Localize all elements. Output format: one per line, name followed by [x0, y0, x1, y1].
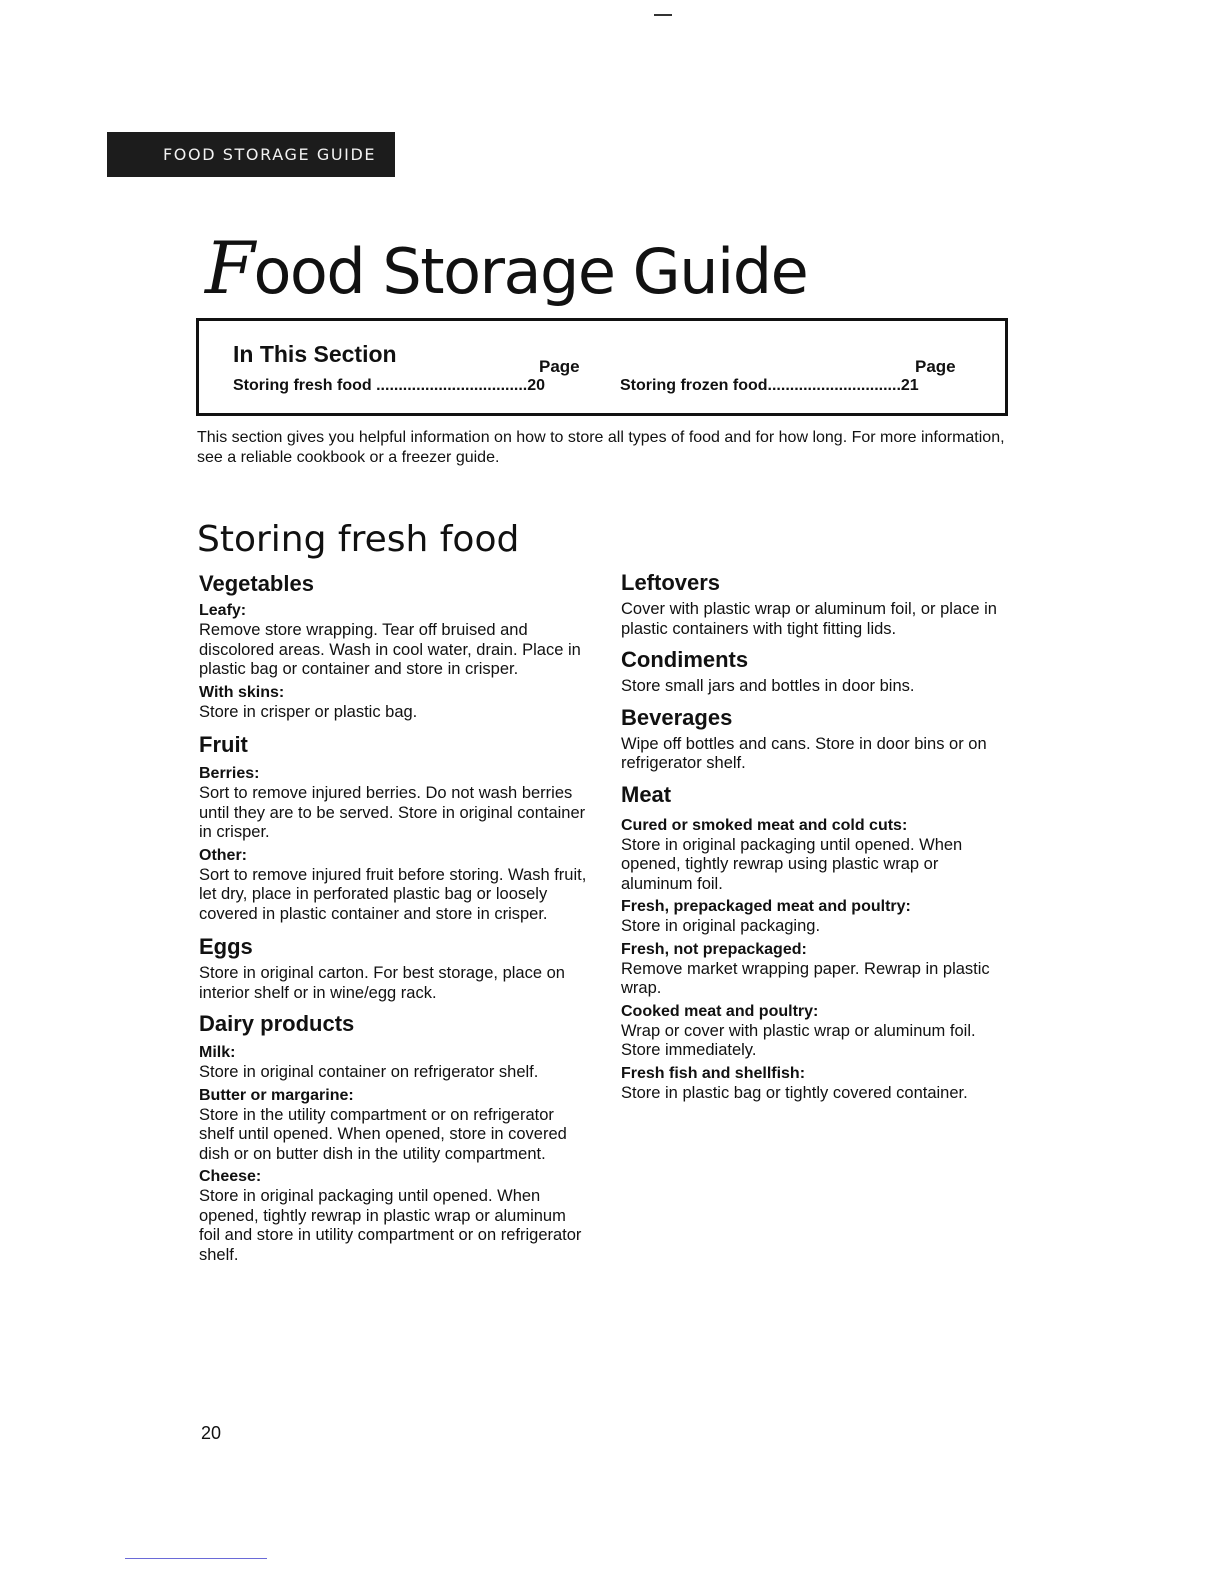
subheading: Milk:: [199, 1044, 236, 1061]
scan-mark: [654, 14, 672, 16]
intro-paragraph: This section gives you helpful information on how to store all types of food and for how long. For more information, see a reliable cookbook or a freezer guide.: [197, 429, 1005, 466]
page-column-label: Page: [915, 357, 956, 376]
instruction-text: Store small jars and bottles in door bins.: [621, 677, 915, 695]
instruction-text: Store in plastic bag or tightly covered container.: [621, 1083, 968, 1102]
instruction-text: Store in the utility compartment or on refrigerator shelf until opened. When opened, store in covered dish or on butter dish in the utility compartment.: [199, 1105, 567, 1163]
subheading: Fresh, not prepackaged:: [621, 940, 807, 958]
toc-leader-dots: ..................................: [376, 377, 528, 394]
instruction-text: Remove market wrapping paper. Rewrap in plastic wrap.: [621, 959, 990, 997]
category-heading: Condiments: [621, 647, 749, 672]
subheading: Cured or smoked meat and cold cuts:: [621, 816, 908, 834]
instruction-text: Store in crisper or plastic bag.: [199, 702, 418, 721]
instruction-text: Store in original carton. For best storage, place on interior shelf or in wine/egg rack.: [199, 964, 565, 1002]
contents-heading: In This Section: [233, 341, 397, 367]
instruction-text: Sort to remove injured berries. Do not wash berries until they are to be served. Store in original container in crisper.: [199, 784, 586, 841]
subheading: Fresh, prepackaged meat and poultry:: [621, 898, 911, 915]
instruction-text: Store in original packaging until opened. When opened, tightly rewrap using plastic wrap or aluminum foil.: [621, 835, 963, 893]
toc-entry-page: 21: [900, 377, 919, 394]
subheading: Berries:: [199, 765, 260, 782]
page-number: 20: [201, 1423, 222, 1443]
instruction-text: Store in original container on refrigerator shelf.: [199, 1063, 539, 1081]
toc-entry-frozen-food[interactable]: [620, 377, 919, 395]
category-heading: Vegetables: [199, 571, 314, 596]
category-heading: Beverages: [621, 704, 733, 730]
footer-rule: [125, 1558, 267, 1559]
page-title: [205, 226, 807, 310]
toc-entry-page: 20: [527, 377, 546, 394]
instruction-text: Cover with plastic wrap or aluminum foil, or place in plastic containers with tight fitting lids.: [621, 600, 997, 638]
subheading: Cheese:: [199, 1168, 262, 1185]
category-heading: Eggs: [199, 934, 253, 959]
page-column-label: Page: [539, 357, 580, 376]
category-heading: Dairy products: [199, 1011, 355, 1036]
instruction-text: Wrap or cover with plastic wrap or aluminum foil. Store immediately.: [621, 1021, 976, 1059]
toc-leader-dots: ..............................: [767, 377, 901, 394]
instruction-text: Wipe off bottles and cans. Store in door bins or on refrigerator shelf.: [621, 734, 987, 772]
subheading: Leafy:: [199, 602, 247, 619]
right-column: [621, 566, 1011, 1106]
instruction-text: Store in original packaging until opened. When opened, tightly rewrap in plastic wrap or aluminum foil and store in utility compartment or on refrigerator shelf.: [199, 1187, 582, 1264]
instruction-text: Sort to remove injured fruit before storing. Wash fruit, let dry, place in perforated plastic bag or loosely covered in plastic container and store in crisper.: [199, 865, 587, 923]
subheading: Fresh fish and shellfish:: [621, 1064, 806, 1082]
toc-entry-label: Storing frozen food: [620, 377, 768, 394]
subheading: Other:: [199, 846, 247, 864]
subheading: With skins:: [199, 683, 285, 701]
left-column: [199, 567, 589, 1268]
section-contents-box: [196, 318, 1008, 416]
section-title: Storing fresh food: [197, 519, 520, 560]
toc-entry-fresh-food[interactable]: [233, 377, 545, 395]
instruction-text: Remove store wrapping. Tear off bruised and discolored areas. Wash in cool water, drain. Place in plastic bag or container and store in crisper.: [199, 621, 581, 678]
toc-entry-label: Storing fresh food: [233, 377, 372, 394]
category-heading: Leftovers: [621, 570, 721, 595]
section-tab: FOOD STORAGE GUIDE: [107, 132, 395, 177]
title-initial: F: [205, 226, 254, 310]
category-heading: Fruit: [199, 732, 248, 757]
subheading: Cooked meat and poultry:: [621, 1002, 819, 1020]
title-rest: ood Storage Guide: [253, 235, 808, 308]
instruction-text: Store in original packaging.: [621, 917, 821, 935]
subheading: Butter or margarine:: [199, 1086, 354, 1104]
category-heading: Meat: [621, 781, 672, 807]
